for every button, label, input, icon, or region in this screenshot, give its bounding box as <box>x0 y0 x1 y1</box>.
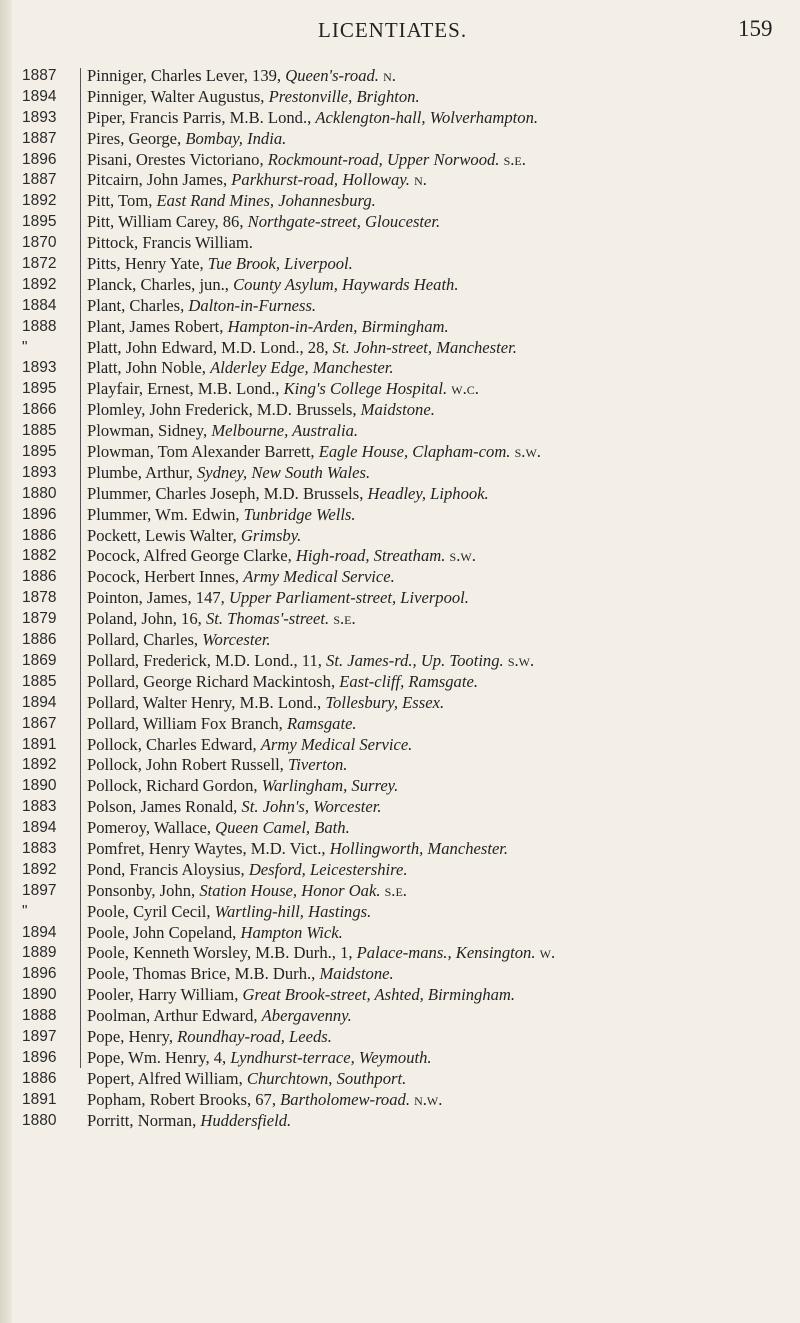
list-item <box>0 1069 800 1090</box>
entry-name: Pope, Henry, <box>87 1026 178 1046</box>
entry-year: 1888 <box>22 1007 57 1025</box>
entry-year: 1878 <box>22 589 57 607</box>
entry-year: 1866 <box>22 401 57 419</box>
list-item <box>0 1111 800 1132</box>
entry-address: Roundhay-road, Leeds. <box>177 1026 332 1046</box>
list-item <box>0 651 800 672</box>
entry-name: Plowman, Tom Alexander Barrett, <box>87 442 319 462</box>
entry-name: Pittock, Francis William. <box>87 233 253 253</box>
entry-address: St. John-street, Manchester. <box>332 337 517 357</box>
list-item <box>0 630 800 651</box>
entry-year: 1867 <box>22 714 57 732</box>
entry-name: Plummer, Wm. Edwin, <box>87 504 244 524</box>
entry-name: Pitt, Tom, <box>87 191 157 211</box>
entry-text <box>87 776 790 797</box>
entry-name: Pisani, Orestes Victoriano, <box>87 149 268 169</box>
entry-address: Tunbridge Wells. <box>243 504 356 524</box>
entry-year: 1886 <box>22 526 57 544</box>
list-item <box>0 317 800 338</box>
entry-name: Poole, Cyril Cecil, <box>87 901 215 921</box>
list-item <box>0 233 800 254</box>
list-item <box>0 191 800 212</box>
entry-text <box>87 442 790 463</box>
entry-district: w. <box>535 943 556 963</box>
list-item <box>0 129 800 150</box>
entry-year: 1887 <box>22 67 57 84</box>
entry-year: 1880 <box>22 1111 57 1129</box>
entry-text <box>87 588 790 609</box>
entry-address: Lyndhurst-terrace, Weymouth. <box>230 1047 432 1067</box>
entry-year: 1894 <box>22 819 57 837</box>
entry-name: Plumbe, Arthur, <box>87 462 197 482</box>
entry-name: Pollard, Walter Henry, M.B. Lond., <box>87 692 326 712</box>
list-item <box>0 212 800 233</box>
entry-name: Pocock, Alfred George Clarke, <box>87 546 296 566</box>
entry-name: Poole, Thomas Brice, M.B. Durh., <box>87 964 320 984</box>
entry-text <box>87 923 790 944</box>
entry-district: w.c. <box>447 379 479 399</box>
entry-district: n. <box>378 66 396 85</box>
entry-year: 1895 <box>22 443 57 461</box>
list-item <box>0 964 800 985</box>
entry-text <box>87 672 790 693</box>
entry-year: 1885 <box>22 672 57 690</box>
entry-text <box>87 755 790 776</box>
entry-text <box>87 714 790 735</box>
entry-year: 1892 <box>22 860 57 878</box>
entry-address: King's College Hospital. <box>283 379 448 399</box>
entry-name: Popert, Alfred William, <box>87 1068 247 1088</box>
entry-address: Warlingham, Surrey. <box>261 776 399 796</box>
entry-name: Pocock, Herbert Innes, <box>87 567 244 587</box>
entry-text <box>87 129 790 150</box>
list-item <box>0 1027 800 1048</box>
entry-text <box>87 964 790 985</box>
entry-address: Northgate-street, Gloucester. <box>247 212 441 232</box>
list-item <box>0 526 800 547</box>
entry-text <box>87 66 790 87</box>
entry-address: Tiverton. <box>287 755 348 775</box>
entry-year: 1897 <box>22 881 57 899</box>
entry-name: Platt, John Edward, M.D. Lond., 28, <box>87 337 333 357</box>
entry-name: Pollock, Charles Edward, <box>87 734 261 754</box>
entry-address: Headley, Liphook. <box>367 483 489 503</box>
entry-year: 1891 <box>22 1090 57 1108</box>
entry-address: Rockmount-road, Upper Norwood. <box>267 149 500 169</box>
entry-text <box>87 818 790 839</box>
entry-year: 1885 <box>22 422 57 440</box>
entry-text <box>87 191 790 212</box>
list-item <box>0 797 800 818</box>
entry-year: 1879 <box>22 610 57 628</box>
entry-address: Station House, Honor Oak. <box>199 880 381 900</box>
entry-year: 1894 <box>22 87 57 105</box>
entry-name: Polson, James Ronald, <box>87 797 242 817</box>
entry-year: 1892 <box>22 756 57 774</box>
entry-year: 1888 <box>22 317 57 335</box>
entry-text <box>87 651 790 672</box>
list-item <box>0 358 800 379</box>
entry-address: Queen's-road. <box>285 66 379 85</box>
entry-name: Plant, James Robert, <box>87 316 228 336</box>
entry-text <box>87 87 790 108</box>
entry-name: Pires, George, <box>87 128 186 148</box>
entry-text <box>87 546 790 567</box>
entry-text <box>87 1069 790 1090</box>
entry-year: 1869 <box>22 651 57 669</box>
entry-year: 1872 <box>22 255 57 273</box>
entry-name: Piper, Francis Parris, M.B. Lond., <box>87 107 316 127</box>
entry-name: Pond, Francis Aloysius, <box>87 859 249 879</box>
entry-address: Maidstone. <box>319 964 394 984</box>
entry-address: Alderley Edge, Manchester. <box>210 358 394 378</box>
entry-name: Pomfret, Henry Waytes, M.D. Vict., <box>87 838 330 858</box>
entry-address: St. Thomas'-street. <box>205 609 330 629</box>
entry-text <box>87 400 790 421</box>
entry-text <box>87 379 790 400</box>
entry-text <box>87 317 790 338</box>
entry-address: Ramsgate. <box>286 713 357 733</box>
entry-text <box>87 108 790 129</box>
entry-address: Sydney, New South Wales. <box>196 462 371 482</box>
entry-address: Army Medical Service. <box>243 567 395 587</box>
entry-address: Queen Camel, Bath. <box>215 818 350 838</box>
entry-address: East Rand Mines, Johannesburg. <box>156 191 376 211</box>
list-item <box>0 776 800 797</box>
list-item <box>0 755 800 776</box>
entry-year: 1880 <box>22 484 57 502</box>
list-item <box>0 150 800 171</box>
entry-year: 1893 <box>22 108 57 126</box>
licentiate-list <box>0 66 800 1131</box>
entry-year: 1870 <box>22 234 57 252</box>
entry-name: Pollard, William Fox Branch, <box>87 713 287 733</box>
entry-year: 1894 <box>22 693 57 711</box>
entry-district: s.e. <box>329 609 356 629</box>
list-item <box>0 1006 800 1027</box>
entry-text <box>87 1027 790 1048</box>
list-item <box>0 400 800 421</box>
entry-address: Bartholomew-road. <box>280 1089 410 1109</box>
list-item <box>0 693 800 714</box>
entry-year: " <box>22 338 28 356</box>
entry-year: 1893 <box>22 359 57 377</box>
list-item <box>0 839 800 860</box>
entry-text <box>87 797 790 818</box>
entry-text <box>87 358 790 379</box>
entry-district: s.e. <box>380 880 407 900</box>
entry-address: Hampton Wick. <box>240 922 343 942</box>
entry-text <box>87 943 790 964</box>
entry-year: 1894 <box>22 923 57 941</box>
list-item <box>0 546 800 567</box>
entry-text <box>87 526 790 547</box>
entry-year: " <box>22 902 28 920</box>
list-item <box>0 902 800 923</box>
entry-address: Prestonville, Brighton. <box>268 86 420 106</box>
entry-address: Churchtown, Southport. <box>246 1068 407 1088</box>
entry-name: Pinniger, Walter Augustus, <box>87 86 269 106</box>
entry-name: Poland, John, 16, <box>87 609 206 629</box>
entry-text <box>87 1048 790 1069</box>
list-item <box>0 1090 800 1111</box>
entry-text <box>87 609 790 630</box>
entry-year: 1895 <box>22 213 57 231</box>
entry-text <box>87 630 790 651</box>
entry-text <box>87 338 790 359</box>
entry-name: Plummer, Charles Joseph, M.D. Brussels, <box>87 483 368 503</box>
list-item <box>0 87 800 108</box>
entry-district: s.e. <box>499 149 526 169</box>
list-item <box>0 484 800 505</box>
entry-address: Eagle House, Clapham-com. <box>318 442 511 462</box>
entry-address: Bombay, India. <box>185 128 287 148</box>
entry-name: Plomley, John Frederick, M.D. Brussels, <box>87 400 361 420</box>
list-item <box>0 567 800 588</box>
entry-district: s.w. <box>445 546 476 566</box>
entry-year: 1896 <box>22 505 57 523</box>
list-item <box>0 442 800 463</box>
list-item <box>0 254 800 275</box>
page-number: 159 <box>738 16 773 41</box>
entry-address: County Asylum, Haywards Heath. <box>233 274 459 294</box>
entry-name: Playfair, Ernest, M.B. Lond., <box>87 379 284 399</box>
entry-address: Desford, Leicestershire. <box>248 859 408 879</box>
entry-name: Pitt, William Carey, 86, <box>87 212 248 232</box>
entry-text <box>87 275 790 296</box>
list-item <box>0 170 800 191</box>
list-item <box>0 463 800 484</box>
entry-address: Tollesbury, Essex. <box>325 692 445 712</box>
entry-address: Great Brook-street, Ashted, Birmingham. <box>242 985 516 1005</box>
entry-text <box>87 902 790 923</box>
entry-text <box>87 881 790 902</box>
list-item <box>0 860 800 881</box>
entry-address: Huddersfield. <box>200 1110 292 1130</box>
entry-address: Wartling-hill, Hastings. <box>214 901 372 921</box>
list-item <box>0 672 800 693</box>
entry-address: Upper Parliament-street, Liverpool. <box>228 588 469 608</box>
list-item <box>0 609 800 630</box>
entry-year: 1893 <box>22 463 57 481</box>
entry-name: Pooler, Harry William, <box>87 985 243 1005</box>
list-item <box>0 379 800 400</box>
entry-name: Pollard, Frederick, M.D. Lond., 11, <box>87 650 327 670</box>
list-item <box>0 714 800 735</box>
entry-year: 1896 <box>22 150 57 168</box>
list-item <box>0 923 800 944</box>
entry-name: Poole, Kenneth Worsley, M.B. Durh., 1, <box>87 943 357 963</box>
entry-name: Pollock, Richard Gordon, <box>87 776 262 796</box>
entry-name: Pointon, James, 147, <box>87 588 229 608</box>
entry-text <box>87 839 790 860</box>
list-item <box>0 1048 800 1069</box>
entry-year: 1887 <box>22 171 57 189</box>
entry-name: Poole, John Copeland, <box>87 922 241 942</box>
entry-name: Popham, Robert Brooks, 67, <box>87 1089 281 1109</box>
entry-year: 1892 <box>22 275 57 293</box>
list-item <box>0 66 800 87</box>
entry-text <box>87 860 790 881</box>
entry-text <box>87 463 790 484</box>
list-item <box>0 985 800 1006</box>
entry-name: Pinniger, Charles Lever, 139, <box>87 66 286 85</box>
entry-text <box>87 296 790 317</box>
entry-year: 1886 <box>22 568 57 586</box>
entry-name: Pope, Wm. Henry, 4, <box>87 1047 231 1067</box>
entry-text <box>87 1090 790 1111</box>
entry-name: Pollard, George Richard Mackintosh, <box>87 671 340 691</box>
entry-address: Parkhurst-road, Holloway. <box>231 170 410 190</box>
entry-year: 1895 <box>22 380 57 398</box>
entry-text <box>87 233 790 254</box>
entry-address: Grimsby. <box>240 525 302 545</box>
list-item <box>0 296 800 317</box>
list-item <box>0 735 800 756</box>
entry-district: s.w. <box>510 442 541 462</box>
entry-district: s.w. <box>503 650 535 670</box>
entry-name: Pomeroy, Wallace, <box>87 818 216 838</box>
entry-name: Plowman, Sidney, <box>87 421 212 441</box>
page-header <box>0 14 800 44</box>
list-item <box>0 588 800 609</box>
entry-name: Porritt, Norman, <box>87 1110 201 1130</box>
entry-address: Worcester. <box>202 630 271 650</box>
list-item <box>0 338 800 359</box>
entry-name: Plant, Charles, <box>87 295 189 315</box>
entry-year: 1883 <box>22 839 57 857</box>
entry-address: Abergavenny. <box>261 1006 352 1026</box>
entry-text <box>87 693 790 714</box>
entry-year: 1886 <box>22 1069 57 1087</box>
entry-address: Hollingworth, Manchester. <box>329 838 509 858</box>
entry-address: Melbourne, Australia. <box>211 421 359 441</box>
entry-address: Dalton-in-Furness. <box>188 295 317 315</box>
entry-year: 1891 <box>22 735 57 753</box>
entry-year: 1897 <box>22 1027 57 1045</box>
running-title: LICENTIATES. <box>318 18 468 42</box>
entry-name: Pollard, Charles, <box>87 630 203 650</box>
entry-text <box>87 254 790 275</box>
entry-year: 1887 <box>22 129 57 147</box>
entry-name: Platt, John Noble, <box>87 358 211 378</box>
entry-year: 1890 <box>22 777 57 795</box>
list-item <box>0 818 800 839</box>
entry-text <box>87 421 790 442</box>
entry-text <box>87 735 790 756</box>
entry-year: 1896 <box>22 965 57 983</box>
entry-year: 1886 <box>22 631 57 649</box>
entry-address: High-road, Streatham. <box>295 546 446 566</box>
entry-year: 1889 <box>22 944 57 962</box>
entry-text <box>87 1111 790 1132</box>
entry-year: 1882 <box>22 547 57 565</box>
list-item <box>0 275 800 296</box>
list-item <box>0 421 800 442</box>
entry-address: Hampton-in-Arden, Birmingham. <box>227 316 449 336</box>
entry-name: Planck, Charles, jun., <box>87 274 234 294</box>
list-item <box>0 108 800 129</box>
entry-text <box>87 1006 790 1027</box>
entry-year: 1883 <box>22 798 57 816</box>
entry-address: Army Medical Service. <box>260 734 413 754</box>
entry-address: St. John's, Worcester. <box>241 797 382 817</box>
entry-text <box>87 212 790 233</box>
entry-text <box>87 484 790 505</box>
entry-district: n.w. <box>409 1089 443 1109</box>
entry-year: 1884 <box>22 296 57 314</box>
entry-name: Pockett, Lewis Walter, <box>87 525 241 545</box>
entry-address: East-cliff, Ramsgate. <box>339 671 478 691</box>
entry-name: Pitts, Henry Yate, <box>87 254 208 274</box>
entry-address: Acklengton-hall, Wolverhampton. <box>315 107 539 127</box>
entry-name: Pitcairn, John James, <box>87 170 232 190</box>
entry-year: 1896 <box>22 1048 57 1066</box>
entry-name: Pollock, John Robert Russell, <box>87 755 288 775</box>
entry-name: Ponsonby, John, <box>87 880 200 900</box>
entry-year: 1892 <box>22 192 57 210</box>
list-item <box>0 943 800 964</box>
entry-address: Maidstone. <box>360 400 435 420</box>
entry-text <box>87 567 790 588</box>
entry-name: Poolman, Arthur Edward, <box>87 1006 262 1026</box>
entry-text <box>87 505 790 526</box>
entry-district: n. <box>409 170 427 190</box>
entry-year: 1890 <box>22 986 57 1004</box>
list-item <box>0 505 800 526</box>
entry-text <box>87 150 790 171</box>
entry-text <box>87 985 790 1006</box>
entry-text <box>87 170 790 191</box>
list-item <box>0 881 800 902</box>
entry-address: Tue Brook, Liverpool. <box>207 254 353 274</box>
entry-address: Palace-mans., Kensington. <box>356 943 536 963</box>
entry-address: St. James-rd., Up. Tooting. <box>326 650 504 670</box>
